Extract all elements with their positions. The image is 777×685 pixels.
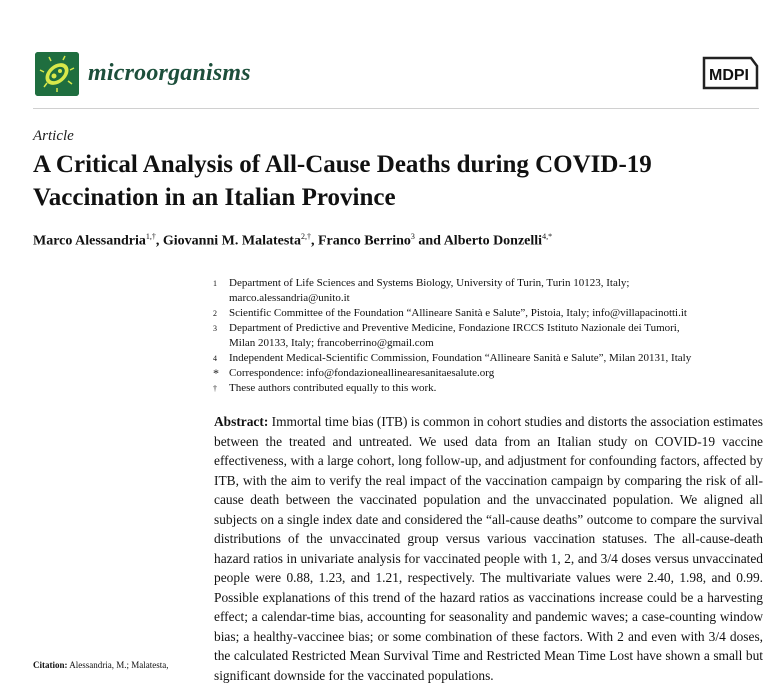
affiliation-item xyxy=(213,351,753,366)
abstract-text: Immortal time bias (ITB) is common in cohort studies and distorts the association estimates between the treated and untreated. We used data from an Italian study on COVID-19 vaccine effectiveness, with a large cohort, long follow-up, and adjustment for confounding factors, affected by ITB, with the aim to verify the real impact of the vaccination campaign by comparing the risk of all-cause death between the vaccinated population and the unvaccinated population. We aligned all subjects on a single index date and considered the “all-cause deaths” outcome to compare the survival distributions of the unvaccinated group versus various vaccination statuses. The all-cause-death hazard ratios in univariate analysis for vaccinated people with 1, 2, and 3/4 doses versus unvaccinated people were 0.88, 1.23, and 1.21, respectively. The multivariate values were 2.40, 1.98, and 0.99. Possible explanations of this trend of the hazard ratios as vaccinations increase could be a harvesting effect; a calendar-time bias, accounting for seasonality and pandemic waves; a case-counting window bias; a healthy-vaccinee bias; or some combination of these factors. With 2 and even with 3/4 doses, the calculated Restricted Mean Survival Time and Restricted Mean Time Lost have shown a small but significant downside for the vaccinated populations. xyxy=(214,414,763,683)
affiliation-line: Scientific Committee of the Foundation “Allineare Sanità e Salute”, Pistoia, Italy; info@villapacinotti.it xyxy=(229,307,687,319)
equal-contribution-note xyxy=(213,381,753,396)
author-separator: , xyxy=(155,233,163,249)
author-name[interactable]: Franco Berrino xyxy=(317,233,411,249)
correspondence-line[interactable]: Correspondence: info@fondazioneallinearesanitaesalute.org xyxy=(229,367,495,379)
author-name[interactable]: Marco Alessandria xyxy=(33,233,146,249)
affiliation-line: Department of Life Sciences and Systems Biology, University of Turin, Turin 10123, Italy; xyxy=(229,277,630,289)
correspondence xyxy=(213,366,753,381)
journal-name[interactable]: microorganisms xyxy=(88,60,251,86)
article-type: Article xyxy=(33,128,74,144)
dagger-mark: † xyxy=(213,384,217,393)
citation-label: Citation: xyxy=(33,660,68,670)
mdpi-logo[interactable] xyxy=(701,52,761,92)
author-list xyxy=(33,232,552,250)
author-separator: , xyxy=(310,233,318,249)
author-marks: 4,* xyxy=(542,232,553,241)
equal-contribution-line: These authors contributed equally to this work. xyxy=(229,382,437,394)
affiliation-mark: 1 xyxy=(213,279,217,288)
affiliation-item xyxy=(213,321,753,351)
affiliation-item xyxy=(213,306,753,321)
author-marks: 2,† xyxy=(300,232,311,241)
affiliation-mark: 2 xyxy=(213,309,217,318)
affiliation-line: Milan 20133, Italy; francoberrino@gmail.com xyxy=(229,337,434,349)
citation xyxy=(33,660,169,670)
affiliation-item xyxy=(213,276,753,306)
affiliations xyxy=(213,276,753,396)
article-title: A Critical Analysis of All-Cause Deaths during COVID-19 Vaccination in an Italian Province xyxy=(33,151,652,211)
author-name[interactable]: Alberto Donzelli xyxy=(443,233,543,249)
header-divider xyxy=(33,108,759,109)
abstract xyxy=(214,412,763,685)
affiliation-email[interactable]: marco.alessandria@unito.it xyxy=(229,292,350,304)
citation-text: Alessandria, M.; Malatesta, xyxy=(69,660,169,670)
author-name[interactable]: Giovanni M. Malatesta xyxy=(162,233,301,249)
abstract-label: Abstract: xyxy=(214,414,269,429)
affiliation-mark: 3 xyxy=(213,324,217,333)
author-marks: 1,† xyxy=(145,232,156,241)
author-marks: 3 xyxy=(410,232,415,241)
svg-text:MDPI: MDPI xyxy=(709,67,749,84)
affiliation-line: Department of Predictive and Preventive Medicine, Fondazione IRCCS Istituto Nazionale dei Tumori, xyxy=(229,322,680,334)
affiliation-mark: 4 xyxy=(213,354,217,363)
affiliation-line: Independent Medical-Scientific Commission, Foundation “Allineare Sanità e Salute”, Milan 20131, Italy xyxy=(229,352,692,364)
author-separator: and xyxy=(414,233,444,249)
correspondence-mark: * xyxy=(213,366,219,380)
journal-logo xyxy=(35,52,79,96)
